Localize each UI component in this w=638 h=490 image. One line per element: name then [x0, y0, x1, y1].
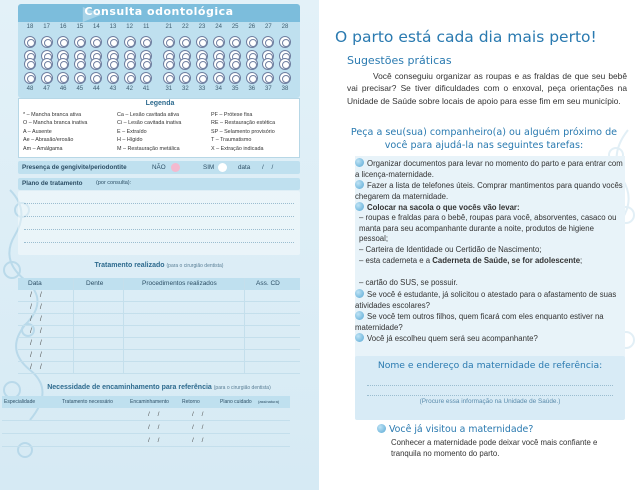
tooth-diagram-icon[interactable] — [57, 72, 69, 84]
tooth-diagram-icon[interactable] — [140, 36, 152, 48]
list-item: Você já escolheu quem será seu acompanhante? — [355, 333, 625, 345]
bullet-icon — [355, 333, 364, 342]
bullet-icon — [355, 158, 364, 167]
tooth-number: 35 — [231, 86, 239, 92]
gingivitis-yes-option[interactable]: SIM — [203, 164, 215, 171]
tooth-number: 32 — [182, 86, 189, 92]
section-subtitle: Sugestões práticas — [347, 54, 452, 67]
tooth-number: 46 — [59, 86, 67, 92]
tooth-number: 41 — [142, 86, 150, 92]
referral-date-cell[interactable]: / / — [148, 437, 160, 444]
list-subitem: – roupas e fraldas para o bebê, roupas para você, absorventes, casaco ou manta para seu acompanhante durante a noite, produtos de higiene pessoal; — [359, 213, 617, 244]
no-checkbox[interactable] — [171, 163, 180, 172]
date-field[interactable]: / / — [262, 164, 274, 171]
header-date: Data — [28, 280, 42, 287]
tooth-number: 36 — [248, 86, 256, 92]
tooth-diagram-icon[interactable] — [246, 58, 258, 70]
tooth-diagram-icon[interactable] — [179, 36, 191, 48]
tooth-diagram-icon[interactable] — [246, 72, 258, 84]
tooth-number: 48 — [26, 86, 34, 92]
list-item: Colocar na sacola o que vocês vão levar: — [355, 202, 625, 214]
table-row[interactable] — [18, 327, 300, 338]
legend-item: T – Traumatismo — [211, 137, 252, 144]
tooth-diagram-icon[interactable] — [229, 36, 241, 48]
tooth-diagram-icon[interactable] — [196, 72, 208, 84]
tooth-number: 28 — [281, 24, 289, 30]
tooth-diagram-icon[interactable] — [163, 36, 175, 48]
tooth-number: 13 — [109, 24, 117, 30]
tooth-diagram-icon[interactable] — [279, 36, 291, 48]
odontogram-chart — [18, 22, 300, 98]
tooth-diagram-icon[interactable] — [74, 36, 86, 48]
tooth-number: 21 — [165, 24, 173, 30]
maternity-reference-box — [355, 356, 625, 420]
legend-item: X – Extração indicada — [211, 145, 264, 152]
bullet-icon — [355, 180, 364, 189]
tooth-diagram-icon[interactable] — [279, 58, 291, 70]
referral-date-cell[interactable]: / / — [148, 424, 160, 431]
table-row[interactable] — [18, 339, 300, 350]
tooth-number: 42 — [126, 86, 133, 92]
tooth-number: 34 — [215, 86, 222, 92]
treatment-plan-label: Plano de tratamento — [22, 180, 83, 187]
treatment-plan-area[interactable] — [18, 191, 300, 255]
tooth-diagram-icon[interactable] — [262, 58, 274, 70]
visit-text: Conhecer a maternidade pode deixar você mais confiante e tranquila no momento do parto. — [391, 438, 598, 458]
list-subitem: – cartão do SUS, se possuir. — [359, 278, 458, 287]
tooth-diagram-icon[interactable] — [213, 36, 225, 48]
task-list — [355, 156, 625, 367]
table-row[interactable] — [2, 423, 290, 434]
legend-item: E – Extraído — [117, 128, 147, 135]
intro-paragraph: Você conseguiu organizar as roupas e as fraldas de que seu bebê vai precisar? Se tiver dificuldades com o enxoval, peça orientações na Unidade de Saúde sobre locais de apoio para esse fim em seu município. — [347, 71, 627, 106]
pregnancy-tips-page — [319, 0, 638, 490]
tooth-diagram-icon[interactable] — [196, 58, 208, 70]
tooth-diagram-icon[interactable] — [90, 36, 102, 48]
tooth-diagram-icon[interactable] — [140, 58, 152, 70]
tooth-diagram-icon[interactable] — [124, 58, 136, 70]
treatment-plan-note: (por consulta): — [96, 180, 132, 186]
legend-item: Ca – Lesão cavitada ativa — [117, 112, 180, 118]
tooth-number: 43 — [109, 86, 117, 92]
date-label: data — [238, 164, 251, 171]
list-item: Fazer a lista de telefones úteis. Comprar mantimentos para quando vocês chegarem da maternidade. — [355, 181, 623, 201]
tooth-diagram-icon[interactable] — [213, 72, 225, 84]
header-procedures: Procedimentos realizados — [142, 280, 217, 287]
tooth-number: 45 — [76, 86, 84, 92]
header-referral: Encaminhamento — [130, 399, 169, 405]
date-cell[interactable]: / / — [30, 352, 42, 359]
tooth-diagram-icon[interactable] — [74, 72, 86, 84]
tooth-number: 38 — [281, 86, 289, 92]
tooth-diagram-icon[interactable] — [229, 58, 241, 70]
legend-item: A – Ausente — [23, 128, 52, 135]
legend-item: O – Mancha branca inativa — [23, 120, 88, 127]
return-date-cell[interactable]: / / — [192, 411, 204, 418]
tooth-diagram-icon[interactable] — [24, 58, 36, 70]
date-cell[interactable]: / / — [30, 328, 42, 335]
legend-item: * – Mancha branca ativa — [23, 112, 82, 118]
tooth-diagram-icon[interactable] — [107, 72, 119, 84]
tooth-diagram-icon[interactable] — [24, 72, 36, 84]
header-signature: Ass. CD — [256, 280, 280, 287]
tooth-diagram-icon[interactable] — [279, 72, 291, 84]
header-signature-note: (assinatura) — [258, 399, 280, 404]
date-cell[interactable]: / / — [30, 364, 42, 371]
tooth-diagram-icon[interactable] — [262, 72, 274, 84]
tooth-diagram-icon[interactable] — [163, 72, 175, 84]
bullet-icon — [377, 424, 386, 433]
tooth-diagram-icon[interactable] — [41, 72, 53, 84]
tooth-number: 17 — [43, 24, 50, 30]
table-row[interactable] — [18, 291, 300, 302]
tooth-number: 33 — [198, 86, 206, 92]
tooth-diagram-icon[interactable] — [140, 72, 152, 84]
list-subitem: – esta caderneta e a Caderneta de Saúde, se for adolescente; — [359, 256, 583, 265]
maternity-reference-title: Nome e endereço da maternidade de referência: — [377, 360, 603, 371]
tooth-diagram-icon[interactable] — [41, 36, 53, 48]
tooth-diagram-icon[interactable] — [229, 72, 241, 84]
table-row[interactable] — [18, 315, 300, 326]
legend-item: Ci – Lesão cavitada inativa — [117, 120, 182, 127]
tooth-number: 12 — [126, 24, 133, 30]
legend-column-1 — [23, 111, 87, 153]
table-row[interactable] — [18, 303, 300, 314]
column-divider — [73, 278, 74, 374]
table-row[interactable] — [2, 436, 290, 447]
legend-item: SP – Selamento provisório — [211, 128, 275, 135]
referral-table-header — [2, 396, 290, 408]
help-request-heading: Peça a seu(sua) companheiro(a) ou alguém próximo de você para ajudá-la nas seguintes tarefas: — [350, 127, 618, 151]
tooth-diagram-icon[interactable] — [124, 72, 136, 84]
referral-title: Necessidade de encaminhamento para referência (para o cirurgião dentista) — [47, 384, 271, 391]
date-cell[interactable]: / / — [30, 340, 42, 347]
yes-checkbox[interactable] — [218, 163, 227, 172]
header-care-plan: Plano cuidado — [220, 399, 252, 405]
tooth-number: 16 — [59, 24, 67, 30]
tooth-number: 15 — [76, 24, 84, 30]
legend-title: Legenda — [145, 100, 175, 107]
gingivitis-field — [18, 161, 300, 174]
table-row[interactable] — [18, 351, 300, 362]
bullet-icon — [355, 202, 364, 211]
legend-item: PF – Prótese fixa — [211, 112, 253, 118]
legend-item: H – Hígido — [117, 137, 143, 144]
tooth-diagram-icon[interactable] — [246, 36, 258, 48]
tooth-number: 37 — [265, 86, 272, 92]
tooth-diagram-icon[interactable] — [90, 58, 102, 70]
tooth-diagram-icon[interactable] — [24, 36, 36, 48]
legend-item: M – Restauração metálica — [117, 145, 180, 152]
treatment-done-title: Tratamento realizado (para o cirurgião dentista) — [94, 262, 224, 269]
tooth-number: 47 — [43, 86, 50, 92]
maternity-reference-input[interactable] — [367, 376, 613, 396]
bullet-icon — [355, 289, 364, 298]
tooth-diagram-icon[interactable] — [196, 36, 208, 48]
header-specialty: Especialidade — [4, 399, 36, 405]
list-subitem: – Carteira de Identidade ou Certidão de Nascimento; — [359, 245, 542, 254]
header-tooth: Dente — [86, 280, 104, 287]
table-row[interactable] — [18, 363, 300, 374]
treatment-table-header — [18, 278, 300, 290]
tooth-number: 24 — [215, 24, 222, 30]
table-row[interactable] — [2, 410, 290, 421]
tooth-diagram-icon[interactable] — [57, 36, 69, 48]
tooth-number: 27 — [265, 24, 272, 30]
column-divider — [244, 278, 245, 374]
tooth-diagram-icon[interactable] — [179, 72, 191, 84]
tooth-diagram-icon[interactable] — [213, 58, 225, 70]
date-cell[interactable]: / / — [30, 292, 42, 299]
list-item: Se você tem outros filhos, quem ficará com eles enquanto estiver na maternidade? — [355, 312, 604, 332]
tooth-diagram-icon[interactable] — [57, 58, 69, 70]
date-cell[interactable]: / / — [30, 304, 42, 311]
tooth-diagram-icon[interactable] — [74, 58, 86, 70]
maternity-reference-note: (Procure essa informação na Unidade de Saúde.) — [419, 398, 561, 405]
gingivitis-no-option[interactable]: NÃO — [152, 164, 166, 171]
tooth-diagram-icon[interactable] — [107, 36, 119, 48]
legend-item: Am – Amálgama — [23, 145, 63, 152]
legend-column-2 — [117, 111, 181, 153]
list-item: Se você é estudante, já solicitou o atestado para o afastamento de suas atividades escolares? — [355, 290, 617, 310]
tooth-diagram-icon[interactable] — [262, 36, 274, 48]
tooth-diagram-icon[interactable] — [41, 58, 53, 70]
return-date-cell[interactable]: / / — [192, 424, 204, 431]
tooth-diagram-icon[interactable] — [107, 58, 119, 70]
tooth-diagram-icon[interactable] — [124, 36, 136, 48]
column-divider — [123, 278, 124, 374]
header-return: Retorno — [182, 399, 200, 405]
tooth-number: 11 — [143, 24, 150, 30]
header-treatment-needed: Tratamento necessário — [62, 399, 113, 405]
odontogram-title: Consulta odontológica — [84, 5, 234, 18]
legend-item: Ae – Abrasão/erosão — [23, 137, 74, 144]
return-date-cell[interactable]: / / — [192, 437, 204, 444]
bullet-icon — [355, 311, 364, 320]
tooth-number: 31 — [165, 86, 173, 92]
referral-date-cell[interactable]: / / — [148, 411, 160, 418]
gingivitis-label: Presença de gengivite/periodontite — [22, 164, 127, 171]
tooth-number: 44 — [93, 86, 100, 92]
tooth-number: 14 — [93, 24, 100, 30]
tooth-diagram-icon[interactable] — [163, 58, 175, 70]
tooth-diagram-icon[interactable] — [90, 72, 102, 84]
legend-column-3 — [211, 111, 275, 153]
tooth-number: 23 — [198, 24, 206, 30]
treatment-plan-field — [18, 178, 300, 190]
tooth-number: 22 — [182, 24, 189, 30]
legend-item: RE – Restauração estética — [211, 120, 276, 127]
date-cell[interactable]: / / — [30, 316, 42, 323]
tooth-diagram-icon[interactable] — [179, 58, 191, 70]
tooth-number: 26 — [248, 24, 256, 30]
visit-question: Você já visitou a maternidade? — [377, 424, 533, 435]
legend — [18, 98, 300, 158]
page-title: O parto está cada dia mais perto! — [335, 28, 597, 46]
list-item: Organizar documentos para levar no momento do parto e para entrar com a licença-maternidade. — [355, 159, 623, 179]
tooth-number: 18 — [26, 24, 34, 30]
tooth-number: 25 — [231, 24, 239, 30]
